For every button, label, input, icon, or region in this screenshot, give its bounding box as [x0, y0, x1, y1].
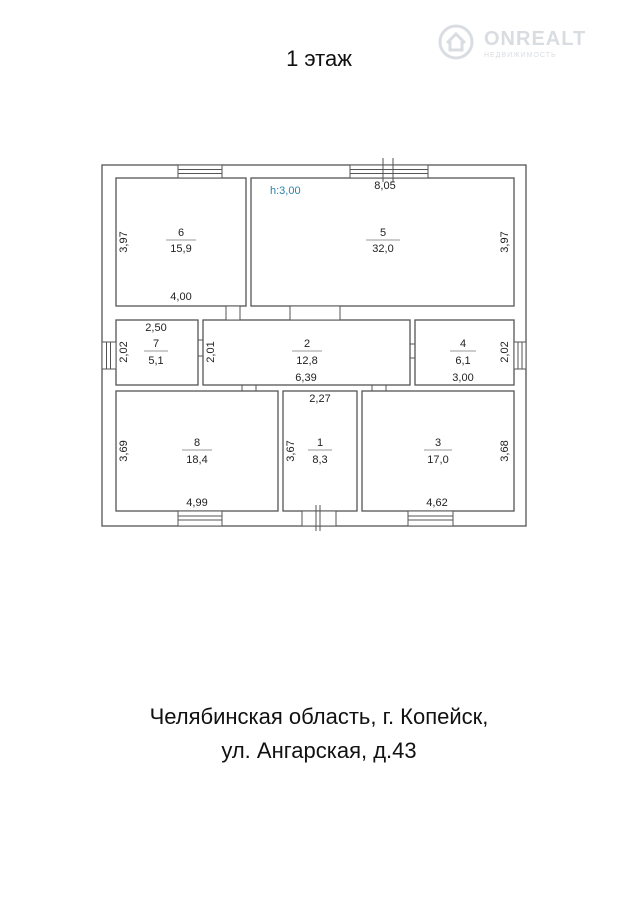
room-2-area: 12,8	[296, 355, 318, 367]
watermark-sub: НЕДВИЖИМОСТЬ	[484, 52, 557, 59]
room-1-label	[308, 437, 332, 466]
room-6-label	[166, 227, 196, 255]
dim-room8-width: 4,99	[186, 497, 208, 509]
ceiling-height: h:3,00	[270, 185, 301, 197]
window-top-right	[350, 165, 428, 178]
room-5-area: 32,0	[372, 243, 394, 255]
room-7-label	[144, 338, 168, 367]
dim-room1-height: 3,67	[285, 440, 297, 462]
room-8-outline	[116, 391, 278, 511]
interior-door-3	[372, 385, 386, 391]
room-7-area: 5,1	[148, 355, 164, 367]
room-3-area: 17,0	[427, 454, 449, 466]
dim-room4-height: 2,02	[499, 341, 511, 363]
room-8-area: 18,4	[186, 454, 208, 466]
room-8-label	[182, 437, 212, 466]
dim-room2-width: 6,39	[295, 372, 317, 384]
room-4-area: 6,1	[455, 355, 471, 367]
address-line-2: ул. Ангарская, д.43	[221, 738, 417, 763]
dim-room2-height: 2,01	[205, 341, 217, 363]
address	[0, 700, 638, 768]
dim-room7-height: 2,02	[118, 341, 130, 363]
room-5-number: 5	[379, 227, 387, 239]
interior-door-8	[242, 385, 256, 391]
dim-room1-width: 2,27	[309, 393, 331, 405]
window-left	[102, 342, 116, 369]
room-8-number: 8	[193, 437, 201, 449]
interior-door-7	[198, 340, 203, 356]
watermark-brand: ONREALT	[484, 28, 587, 50]
window-bottom-left	[178, 511, 222, 526]
room-5-outline	[251, 178, 514, 306]
room-1-number: 1	[316, 437, 324, 449]
dim-room4-width: 3,00	[452, 372, 474, 384]
dim-room8-height: 3,69	[118, 440, 130, 462]
address-line-1: Челябинская область, г. Копейск,	[149, 704, 489, 729]
interior-door-6	[226, 306, 240, 320]
room-4-number: 4	[459, 338, 467, 350]
room-6-outline	[116, 178, 246, 306]
room-6-number: 6	[177, 227, 185, 239]
room-3-outline	[362, 391, 514, 511]
window-right	[514, 342, 526, 369]
dim-room6-height: 3,97	[118, 231, 130, 253]
floor-title: 1 этаж	[286, 46, 352, 71]
room-2-label	[292, 338, 322, 367]
interior-door-5	[290, 306, 340, 320]
dim-room3-width: 4,62	[426, 497, 448, 509]
room-2-number: 2	[303, 338, 311, 350]
window-top-left	[178, 165, 222, 178]
room-5-label	[366, 227, 400, 255]
room-4-label	[450, 338, 476, 367]
dim-room3-height: 3,68	[499, 440, 511, 462]
dim-room5-height: 3,97	[499, 231, 511, 253]
interior-door-4	[410, 344, 415, 358]
dim-room5-width: 8,05	[374, 180, 396, 192]
window-bottom-right	[408, 511, 453, 526]
room-6-area: 15,9	[170, 243, 192, 255]
entrance-door	[302, 505, 336, 531]
room-3-label	[424, 437, 452, 466]
room-7-number: 7	[152, 338, 160, 350]
dim-room7-width: 2,50	[145, 322, 167, 334]
dim-room6-width: 4,00	[170, 291, 192, 303]
room-1-area: 8,3	[312, 454, 328, 466]
room-3-number: 3	[434, 437, 442, 449]
